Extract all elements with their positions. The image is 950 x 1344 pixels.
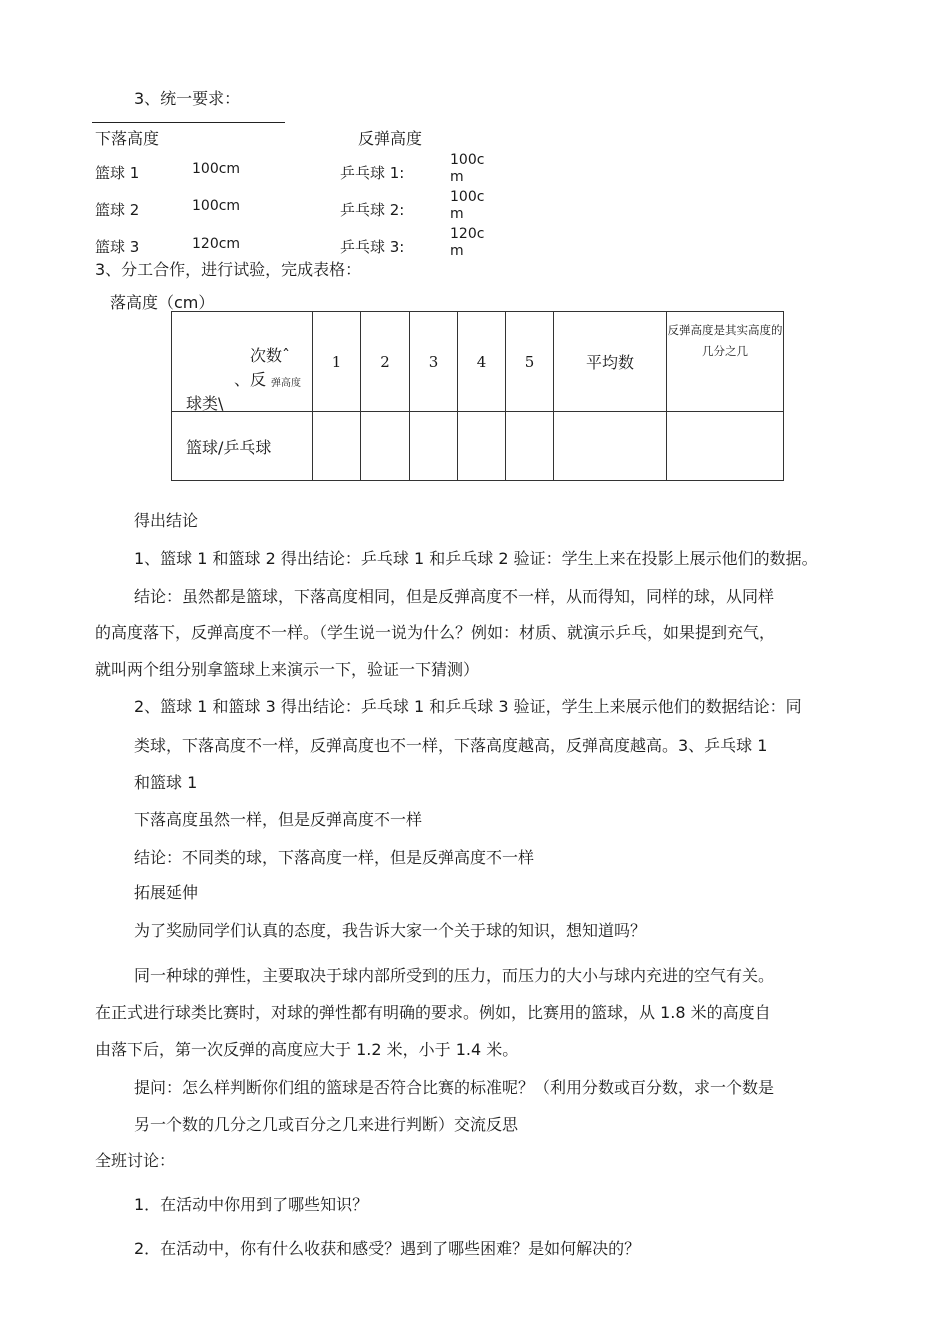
- conclusion-title: 得出结论: [134, 511, 199, 530]
- section-heading-requirements: 3、统一要求：: [134, 89, 241, 108]
- divider-line: [92, 122, 285, 123]
- paragraph-line: 为了奖励同学们认真的态度，我告诉大家一个关于球的知识，想知道吗？: [134, 921, 647, 940]
- basketball-label: 篮球 1: [95, 164, 140, 182]
- basketball-label: 篮球 2: [95, 201, 140, 219]
- table-cell[interactable]: [554, 412, 667, 481]
- column-header-drop-height: 下落高度: [95, 129, 160, 148]
- table-cell[interactable]: [458, 412, 506, 481]
- paragraph-line: 类球，下落高度不一样，反弹高度也不一样，下落高度越高，反弹高度越高。3、乒乓球 1: [134, 736, 768, 755]
- pingpong-label: 乒乓球 3:: [340, 238, 405, 256]
- basketball-label: 篮球 3: [95, 238, 140, 256]
- corner-label-bounce: 、反: [234, 369, 267, 389]
- paragraph-line: 提问：怎么样判断你们组的篮球是否符合比赛的标准呢？（利用分数或百分数，求一个数是: [134, 1078, 775, 1097]
- paragraph-line: 由落下后，第一次反弹的高度应大于 1.2 米，小于 1.4 米。: [95, 1040, 519, 1059]
- experiment-table: [171, 311, 784, 481]
- table-cell[interactable]: [313, 412, 361, 481]
- pingpong-height: 100cm: [450, 152, 485, 185]
- row-label: 篮球/乒乓球: [172, 412, 313, 481]
- table-cell[interactable]: [410, 412, 458, 481]
- paragraph-line: 在正式进行球类比赛时，对球的弹性都有明确的要求。例如，比赛用的篮球，从 1.8 米的高度自: [95, 1003, 771, 1022]
- paragraph-line: 的高度落下，反弹高度不一样。（学生说一说为什么？例如：材质、就演示乒乓，如果提到充气，: [95, 623, 776, 642]
- discussion-question: 2．在活动中，你有什么收获和感受？遇到了哪些困难？是如何解决的？: [134, 1239, 641, 1258]
- extension-title: 拓展延伸: [134, 883, 199, 902]
- average-header: 平均数: [554, 312, 667, 412]
- ratio-header: 反弹高度是其实高度的几分之几: [667, 312, 784, 412]
- paragraph-line: 下落高度虽然一样，但是反弹高度不一样: [134, 810, 423, 829]
- pingpong-label: 乒乓球 1:: [340, 164, 405, 182]
- trial-header: 4: [458, 312, 506, 412]
- basketball-height: 120cm: [192, 236, 241, 252]
- discussion-title: 全班讨论：: [95, 1151, 176, 1170]
- table-data-row: [172, 412, 784, 481]
- paragraph-line: 2、篮球 1 和篮球 3 得出结论：乒乓球 1 和乒乓球 3 验证，学生上来展示他们的数据结论：同: [134, 697, 802, 716]
- pingpong-label: 乒乓球 2:: [340, 201, 405, 219]
- table-cell[interactable]: [506, 412, 554, 481]
- trial-header: 3: [410, 312, 458, 412]
- table-caption: 落高度（cm）: [110, 293, 215, 312]
- pingpong-height: 100cm: [450, 189, 485, 222]
- table-header-row: [172, 312, 784, 412]
- trial-header: 2: [361, 312, 410, 412]
- paragraph-line: 另一个数的几分之几或百分之几来进行判断）交流反思: [134, 1115, 519, 1134]
- table-cell[interactable]: [667, 412, 784, 481]
- corner-label-ball-type: 球类\: [186, 393, 224, 413]
- trial-header: 5: [506, 312, 554, 412]
- table-cell[interactable]: [361, 412, 410, 481]
- paragraph-line: 同一种球的弹性，主要取决于球内部所受到的压力，而压力的大小与球内充进的空气有关。: [134, 966, 775, 985]
- paragraph-line: 结论：不同类的球，下落高度一样，但是反弹高度不一样: [134, 848, 535, 867]
- section-heading-task: 3、分工合作，进行试验，完成表格：: [95, 260, 362, 279]
- corner-cell: [172, 312, 313, 412]
- column-header-bounce-height: 反弹高度: [358, 129, 423, 148]
- corner-label-bounce-small: 弹高度: [271, 377, 301, 389]
- pingpong-height: 120cm: [450, 226, 485, 259]
- corner-label-times: 次数ˆ: [250, 345, 291, 365]
- discussion-question: 1．在活动中你用到了哪些知识？: [134, 1195, 369, 1214]
- basketball-height: 100cm: [192, 198, 241, 214]
- paragraph-line: 1、篮球 1 和篮球 2 得出结论：乒乓球 1 和乒乓球 2 验证：学生上来在投影上展示他们的数据。: [134, 549, 818, 568]
- basketball-height: 100cm: [192, 161, 241, 177]
- paragraph-line: 和篮球 1: [134, 773, 198, 792]
- trial-header: 1: [313, 312, 361, 412]
- paragraph-line: 结论：虽然都是篮球，下落高度相同，但是反弹高度不一样，从而得知，同样的球，从同样: [134, 587, 775, 606]
- paragraph-line: 就叫两个组分别拿篮球上来演示一下，验证一下猜测）: [95, 660, 480, 679]
